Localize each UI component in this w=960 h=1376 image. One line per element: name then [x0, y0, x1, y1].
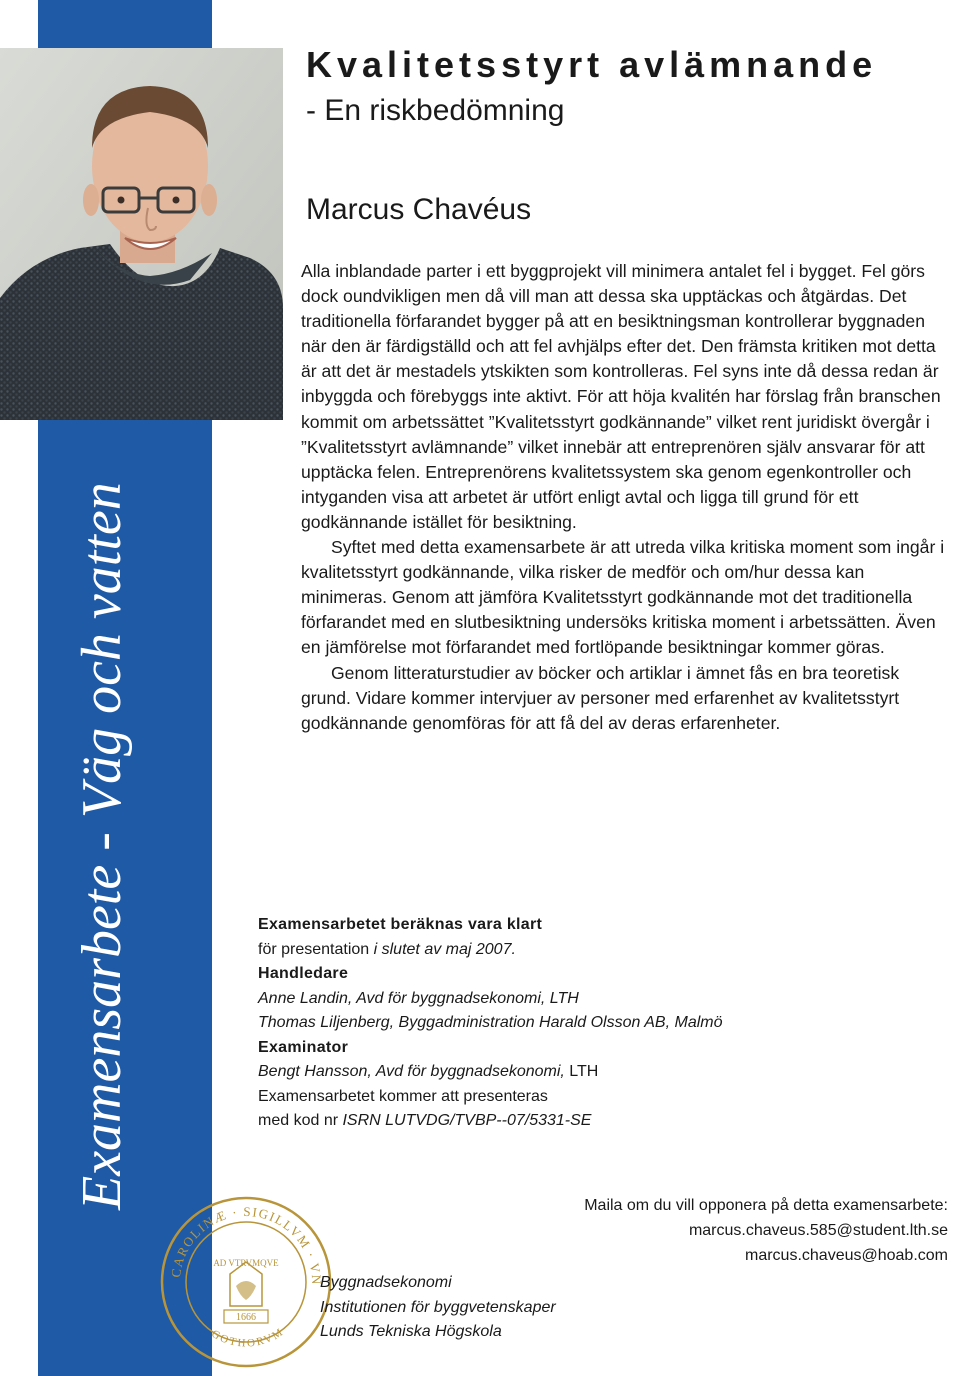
contact-intro: Maila om du vill opponera på detta examensarbete: — [584, 1197, 948, 1214]
ready-heading: Examensarbetet beräknas vara klart — [258, 916, 543, 933]
abstract-paragraph: Alla inblandade parter i ett byggprojekt vill minimera antalet fel i bygget. Fel görs dock oundvikligen men då vill man att dessa ska upptäckas och åtgärdas. Det traditionella förfarandet bygger på att en besiktningsman kontrollerar byggnaden när den är färdigställd och att fel avhjälps efter det. Den främsta kritiken mot detta är att det är mestadels ytskikten som kontrolleras. Fel syns inte då dessa redan är inbyggda och förebyggs inte aktivt. För att höja kvalitén har förslag från branschen kommit om arbetssättet ”Kvalitetsstyrt godkännande” vilket rent juridiskt övergår i ”Kvalitetsstyrt avlämnande” vilket innebär att entreprenören själv ansvarar för att upptäcka felen. Entreprenörens kvalitetssystem ska genom egenkontroller och intyganden visa att arbetet är utfört enligt avtal och ligga till grund för ett godkännande istället för besiktning. — [301, 261, 941, 532]
ready-line — [258, 938, 908, 963]
abstract-paragraph: Genom litteraturstudier av böcker och artiklar i ämnet fås en bra teoretisk grund. Vidare kommer intervjuer av personer med erfarenhet av kvalitetsstyrt godkännande genomföras för att få del av deras erfarenheter. — [301, 662, 900, 733]
sidebar-vertical-title: Examensarbete - Väg och vatten — [71, 482, 133, 1210]
ready-date: i slutet av maj 2007. — [373, 940, 516, 958]
presented-line: Examensarbetet kommer att presenteras — [258, 1087, 548, 1105]
ready-prefix: för presentation — [258, 940, 374, 958]
page-title: Kvalitetsstyrt avlämnande — [306, 44, 878, 85]
code-prefix: med kod nr — [258, 1112, 343, 1129]
examiner-heading: Examinator — [258, 1038, 349, 1056]
department-block — [320, 1271, 556, 1345]
examiner-name: Bengt Hansson, Avd för byggnadsekonomi, — [258, 1063, 565, 1080]
examiner-line — [258, 1060, 908, 1085]
svg-text:AD VTRVMQVE: AD VTRVMQVE — [213, 1258, 279, 1268]
svg-text:GOTHORVM: GOTHORVM — [209, 1325, 287, 1350]
examiner-suffix: LTH — [564, 1063, 599, 1080]
department-line: Institutionen för byggvetenskaper — [320, 1298, 556, 1316]
supervisor-1: Anne Landin, Avd för byggnadsekonomi, LTH — [258, 989, 579, 1007]
author-name: Marcus Chavéus — [306, 193, 532, 226]
thesis-info — [258, 913, 908, 1134]
svg-text:1666: 1666 — [236, 1312, 256, 1323]
university-seal-logo — [160, 1196, 332, 1368]
code-value: ISRN LUTVDG/TVBP--07/5331-SE — [342, 1112, 592, 1129]
email-link-2[interactable]: marcus.chaveus@hoab.com — [745, 1247, 948, 1264]
abstract-paragraph: Syftet med detta examensarbete är att utreda vilka kritiska moment som ingår i kvalitetsstyrt godkännande, vilka risker de medför och om/hur dessa kan minimeras. Genom att jämföra Kvalitetsstyrt godkännande mot det traditionella förfarandet med en slutbesiktning undersöks kritiska moment i arbetssätten. Även en jämförelse mot förfarandet med fortlöpande besiktningar kommer göras. — [301, 537, 945, 658]
svg-text:CAROLINÆ · SIGILLVM · VNIVERS: CAROLINÆ · SIGILLVM · VN — [168, 1203, 325, 1286]
department-line: Lunds Tekniska Högskola — [320, 1323, 502, 1340]
code-line — [258, 1109, 908, 1134]
email-link-1[interactable]: marcus.chaveus.585@student.lth.se — [688, 1222, 948, 1239]
supervisor-2: Thomas Liljenberg, Byggadministration Harald Olsson AB, Malmö — [258, 1014, 723, 1031]
page-subtitle: - En riskbedömning — [306, 94, 565, 127]
abstract — [301, 259, 949, 736]
department-line: Byggnadsekonomi — [320, 1274, 452, 1291]
supervisor-heading: Handledare — [258, 965, 349, 982]
contact-block — [584, 1193, 948, 1268]
author-photo — [0, 48, 283, 420]
